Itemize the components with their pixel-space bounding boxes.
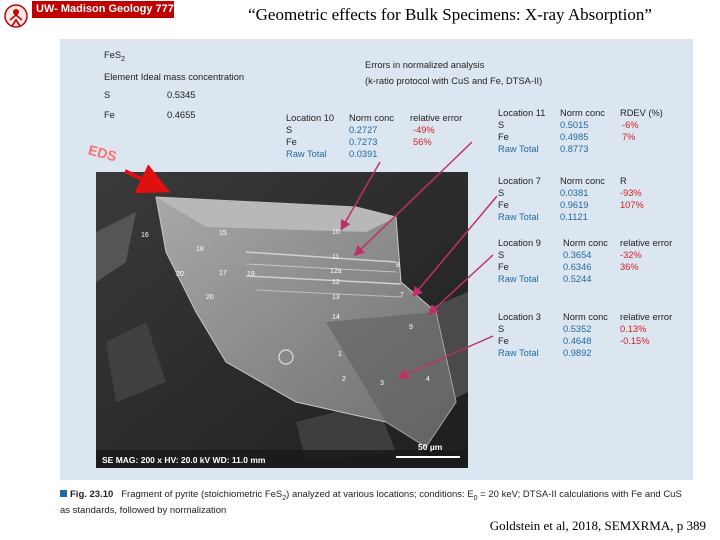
composition-value: 0.4655 <box>167 110 196 120</box>
point-label: 17 <box>219 270 227 277</box>
formula-label: FeS$_2$ <box>104 50 125 63</box>
point-label: 15 <box>219 230 227 237</box>
citation: Goldstein et al, 2018, SEMXRMA, p 389 <box>489 518 706 533</box>
point-label: 10 <box>332 229 340 236</box>
eds-arrow <box>125 171 163 189</box>
composition-value: 0.5345 <box>167 90 196 100</box>
slide-title: “Geometric effects for Bulk Specimens: X-ray Absorption” <box>248 5 652 24</box>
point-label: 12a <box>330 268 342 275</box>
location-10-arrow <box>342 162 380 228</box>
figure-label: Fig. 23.10 <box>70 489 114 500</box>
errors-header-line2: (k-ratio protocol with CuS and Fe, DTSA-II) <box>365 76 543 86</box>
point-label: 20 <box>176 271 184 278</box>
composition-element: S <box>104 90 111 100</box>
location-7-arrow <box>414 196 497 295</box>
scale-bar-label: 50 µm <box>418 442 443 452</box>
point-label: 11 <box>332 254 340 261</box>
location-3-arrow <box>400 336 493 377</box>
point-label: 2 <box>342 376 346 383</box>
point-label: 14 <box>332 314 340 321</box>
point-label: 12 <box>332 279 340 286</box>
point-label: 18 <box>196 246 204 253</box>
point-label: 3 <box>380 380 384 387</box>
point-label: 8 <box>396 262 400 269</box>
errors-header-line1: Errors in normalized analysis <box>365 60 485 70</box>
point-label: 1 <box>338 351 342 358</box>
location-11-arrow <box>356 142 472 254</box>
point-label: 9 <box>409 324 413 331</box>
point-label: 20 <box>206 294 214 301</box>
eds-label: EDS <box>86 141 119 165</box>
point-label: 16 <box>141 232 149 239</box>
point-label: 19 <box>247 271 255 278</box>
figure-caption: Fig. 23.10 Fragment of pyrite (stoichiometric FeS$_2$) analyzed at various locations; conditions: $E_0 = 20$ keV; DTSA-II calculations with Fe and CuS as standards, followed by normalization <box>60 489 682 516</box>
composition-heading: Element Ideal mass concentration <box>104 72 245 82</box>
composition-element: Fe <box>104 110 115 120</box>
course-badge: UW- Madison Geology 777 <box>32 1 174 18</box>
sem-info-bar: SE MAG: 200 x HV: 20.0 kV WD: 11.0 mm <box>102 455 266 465</box>
point-label: 7 <box>400 292 404 299</box>
point-label: 4 <box>426 376 430 383</box>
figure-square-icon <box>60 490 67 497</box>
point-label: 13 <box>332 294 340 301</box>
